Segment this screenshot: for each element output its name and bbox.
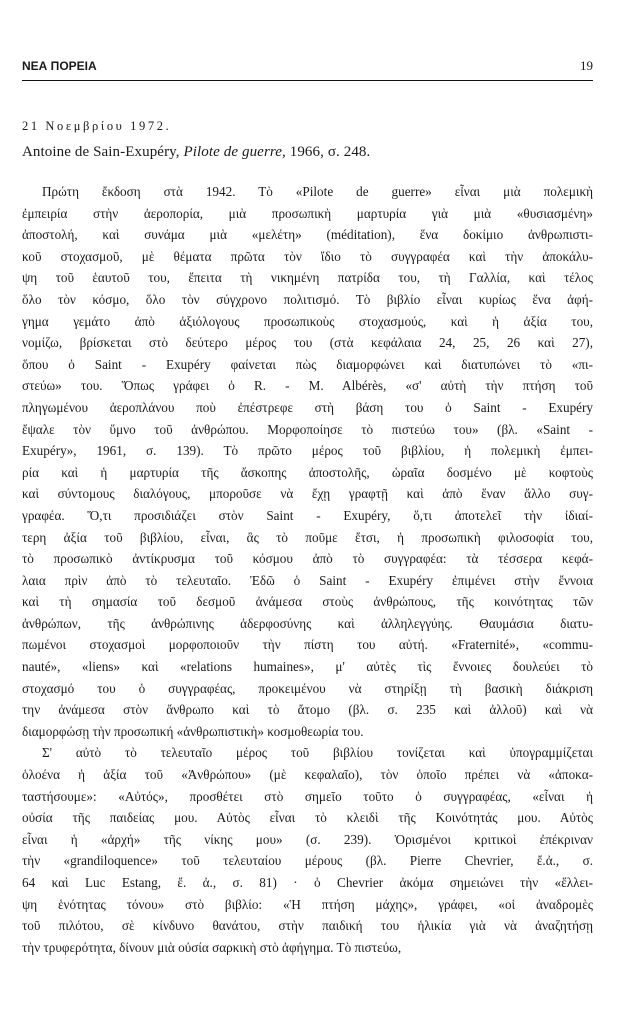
citation-author: Antoine de Sain-Exupéry,	[22, 144, 180, 160]
citation-title: Pilote de guerre,	[183, 144, 286, 160]
text-line: ψη ἑνότητας τόνου» στὸ βιβλίο: «Ἡ πτήση μάχης», γράφει, «οἱ ἀναδρομὲς	[22, 896, 593, 912]
text-line: εἶναι ἡ «ἀρχή» τῆς νίκης μου» (σ. 239). Ὁρισμένοι κριτικοὶ ἐπέκριναν	[22, 831, 593, 847]
text-line: καὶ τὴ σημασία τοῦ δεσμοῦ ἀνάμεσα στοὺς ἀνθρώπους, τῆς κοινότητας τῶν	[22, 594, 593, 610]
text-line: Πρώτη ἔκδοση στὰ 1942. Τὸ «Pilote de guerre» εἶναι μιὰ πολεμικὴ	[42, 184, 593, 199]
text-line: στεύω» του. Ὅπως γράφει ὁ R. - M. Albérès, «σ' αὐτὴ τὴν πτήση τοῦ	[22, 378, 593, 394]
text-line: διαμορφώσῃ τὴν προσωπική «ἀνθρωπιστικὴ» κοσμοθεωρία του.	[22, 723, 364, 739]
entry-date: 21 Νοεμβρίου 1972.	[22, 119, 172, 133]
text-line: τοῦ πιλότου, σὲ κίνδυνο θανάτου, στὴν παιδική του ἡλικία γιὰ νὰ ἀναζητήσῃ	[22, 918, 593, 934]
text-line: ὅλο τὸν κόσμο, ὅλο τὸν σύγχρονο πολιτισμό. Τὸ βιβλίο εἶναι κυρίως ἕνα ἀφή-	[22, 291, 593, 307]
journal-title: ΝΕΑ ΠΟΡΕΙΑ	[22, 59, 97, 73]
text-line: τὴν «grandiloquence» τοῦ τελευταίου μέρους (βλ. Pierre Chevrier, ἔ.ἀ., σ.	[22, 853, 593, 869]
text-line: ἀνθρώπων, τῆς ἀνθρώπινης ἀδερφοσύνης καὶ ἀλληλεγγύης. Θαυμάσια διατυ-	[22, 615, 593, 631]
book-citation	[22, 144, 370, 161]
text-line: ὅπου ὁ Saint - Exupéry φαίνεται πὼς διαμορφώνει καὶ διατυπώνει τὸ «πι-	[22, 356, 593, 372]
text-line: λαια πρὶν ἀπὸ τὸ τελευταῖο. Ἐδῶ ὁ Saint - Exupéry ἐπιμένει στὴν ἔννοια	[22, 572, 593, 588]
body-text	[22, 181, 593, 958]
text-line: ἐμπειρία στὴν ἀεροπορία, μιὰ προσωπικὴ μαρτυρία γιὰ μιὰ «θυσιασμένη»	[22, 205, 593, 221]
text-line: 64 καὶ Luc Estang, ἔ. ἀ., σ. 81) · ὁ Chevrier ἀκόμα σημειώνει τὴν «ἔλλει-	[22, 875, 593, 890]
text-line: την ἀνάμεσα στὸν ἄνθρωπο καὶ τὸ ἄτομο (βλ. σ. 235 καὶ ἀλλοῦ) καὶ νὰ	[22, 702, 593, 718]
text-line: Exupéry», 1961, σ. 139). Τὸ πρῶτο μέρος τοῦ βιβλίου, ἡ πολεμικὴ ἐμπει-	[22, 443, 593, 459]
text-line: πληγωμένου ἀεροπλάνου ποὺ ἐπέστρεφε στὴ βάση του ὁ Saint - Exupéry	[22, 399, 593, 415]
running-header	[22, 58, 593, 81]
text-line: ὁλοένα ἡ ἀξία τοῦ «Ἀνθρώπου» (μὲ κεφαλαῖο), τὸν ὁποῖο πρέπει νὰ «ἀποκα-	[22, 767, 593, 783]
citation-details: 1966, σ. 248.	[289, 144, 371, 160]
text-line: Σ' αὐτὸ τὸ τελευταῖο μέρος τοῦ βιβλίου τονίζεται καὶ ὑπογραμμίζεται	[42, 745, 593, 761]
text-line: καὶ σύντομους διαλόγους, μποροῦσε νὰ ἔχῃ γραφτῇ καὶ ἀπὸ ἕναν ἄλλο συγ-	[22, 486, 593, 502]
text-line: στοχασμό του ὁ συγγραφέας, προκειμένου νὰ στηρίξῃ τὴ βασικὴ διάκριση	[22, 680, 593, 696]
text-line: τὸ προσωπικὸ ἀντίκρυσμα τοῦ κόσμου ἀπὸ τὸ συγγραφέα: τὰ τέσσερα κεφά-	[22, 551, 593, 567]
text-line: τὴν τρυφερότητα, δίνουν μιὰ οὐσία σαρκικὴ στὸ ἀφήγημα. Τὸ πιστεύω,	[22, 939, 402, 955]
text-line: πωμένοι στοχασμοὶ μορφοποιοῦν τὴν πίστη του αὐτή. «Fraternité», «commu-	[22, 637, 593, 653]
text-line: γημα γεμάτο ἀπὸ ἀξιόλογους προσωπικοὺς στοχασμούς, καὶ ἡ ἀξία του,	[22, 313, 593, 329]
text-line: ἀποστολή, καὶ συνάμα μιὰ «μελέτη» (méditation), ἕνα δοκίμιο ἀνθρωπιστι-	[22, 227, 593, 243]
text-line: νομίζω, βρίσκεται στὸ δεύτερο μέρος του (στὰ κεφάλαια 24, 25, 26 καὶ 27),	[22, 335, 593, 351]
text-line: nauté», «liens» καὶ «relations humaines», μ' αὐτὲς τὶς ἔννοιες δουλεύει τὸ	[22, 659, 593, 675]
page-number: 19	[580, 58, 593, 73]
text-line: ψη τοῦ ἑαυτοῦ του, ἔπειτα τὴ νικημένη πατρίδα του, τὴ Γαλλία, καὶ τέλος	[22, 270, 593, 286]
text-line: κοῦ στοχασμοῦ, μὲ θέματα πρῶτα τὸν ἴδιο τὸ συγγραφέα καὶ τὴν ἀποκάλυ-	[22, 248, 593, 264]
text-line: γραφέα. Ὅ,τι προσιδιάζει στὸν Saint - Exupéry, ὅ,τι ἀποτελεῖ τὴν ἰδιαί-	[22, 507, 593, 523]
text-line: ρία καὶ ἡ μαρτυρία τῆς ἄσκοπης ἀποστολῆς, ὡραῖα δοσμένο μὲ κοφτοὺς	[22, 464, 593, 480]
text-line: οὐσία τῆς παιδείας μου. Αὐτὸς εἶναι τὸ κλειδὶ τῆς Κοινότητάς μου. Αὐτὸς	[22, 810, 593, 826]
text-line: ἔψαλε τὸν ὕμνο τοῦ ἀνθρώπου. Μορφοποίησε τὸ πιστεύω του» (βλ. «Saint -	[22, 421, 593, 437]
text-line: τερη ἀξία τοῦ βιβλίου, εἶναι, ἂς τὸ ποῦμε ἔτσι, ἡ προσωπικὴ φιλοσοφία του,	[22, 529, 593, 545]
text-line: ταστήσουμε»: «Αὐτός», προσθέτει στὸ σημεῖο τοῦτο ὁ συγγραφέας, «εἶναι ἡ	[22, 788, 593, 804]
